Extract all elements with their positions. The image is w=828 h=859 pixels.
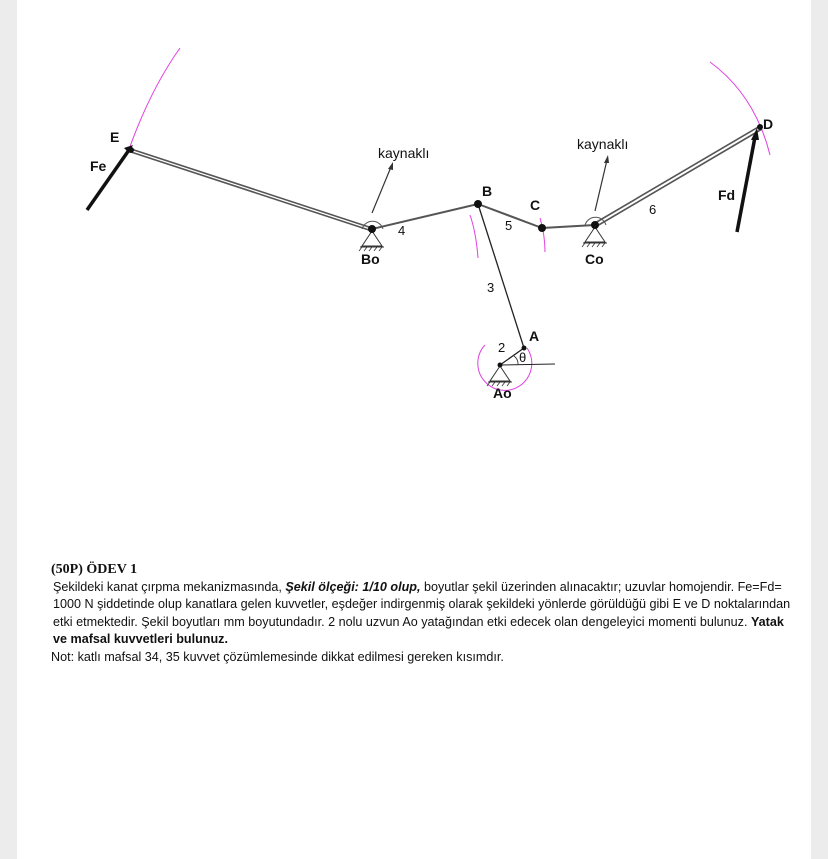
- link-3: [478, 204, 524, 348]
- label-point-ao: Ao: [493, 385, 512, 401]
- welded-arrowhead-right: [604, 155, 609, 163]
- welded-arrow-right: [595, 160, 607, 211]
- label-point-d: D: [763, 116, 774, 132]
- assignment-scale: Şekil ölçeği: 1/10 olup,: [285, 580, 421, 594]
- label-link-3: 3: [487, 280, 495, 295]
- label-point-b: B: [482, 183, 493, 199]
- reference-line: [500, 364, 555, 365]
- ground-support-ao: [487, 366, 512, 386]
- label-welded-left: kaynaklı: [378, 145, 430, 161]
- label-welded-right: kaynaklı: [577, 136, 629, 152]
- welded-arrow-left: [372, 167, 391, 213]
- assignment-task: Yatak ve mafsal kuvvetleri bulunuz.: [53, 614, 784, 647]
- label-point-a: A: [529, 328, 540, 344]
- assignment-intro: Şekildeki kanat çırpma mekanizmasında,: [53, 580, 286, 594]
- label-point-e: E: [110, 129, 120, 145]
- joint-co: [591, 221, 599, 229]
- assignment-paragraph: [51, 579, 791, 649]
- assignment-text: [51, 561, 791, 666]
- joint-b: [474, 200, 482, 208]
- assignment-heading: (50P) ÖDEV 1: [51, 562, 138, 577]
- label-link-2: 2: [498, 340, 506, 355]
- label-point-co: Co: [585, 251, 604, 267]
- label-point-c: C: [530, 197, 541, 213]
- joint-ao: [498, 363, 503, 368]
- joint-bo: [368, 225, 376, 233]
- joint-e: [128, 147, 134, 153]
- welded-arrowhead-left: [388, 162, 393, 170]
- trajectory-arc-c: [540, 218, 545, 252]
- link-co-c: [542, 225, 595, 228]
- label-link-5: 5: [505, 218, 513, 233]
- joint-c: [538, 224, 546, 232]
- label-force-fe: Fe: [90, 158, 107, 174]
- angle-arc: [514, 356, 518, 365]
- label-link-4: 4: [398, 223, 406, 238]
- label-point-bo: Bo: [361, 251, 380, 267]
- link-wing-left: [131, 149, 372, 231]
- force-fd-arrow: [737, 137, 755, 232]
- assignment-note: Not: katlı mafsal 34, 35 kuvvet çözümlemesinde dikkat edilmesi gereken kısımdır.: [51, 649, 504, 664]
- assignment-body: boyutlar şekil üzerinden alınacaktır; uzuvlar homojendir. Fe=Fd= 1000 N şiddetinde olup kanatlara gelen kuvvetler, eşdeğer indirgenmiş olarak şekildeki yönlerde görüldüğü gibi E ve D noktalarından etki etmektedir. Şekil boyutları mm boyutundadır. 2 nolu uzvun Ao yatağından etki edecek olan dengeleyici momenti bulunuz.: [53, 580, 791, 629]
- label-link-6: 6: [649, 202, 657, 217]
- label-angle-theta: θ: [519, 350, 527, 365]
- label-force-fd: Fd: [718, 187, 736, 203]
- trajectory-arc-b: [470, 215, 478, 258]
- link-4: [372, 204, 478, 229]
- trajectory-arc-e: [128, 48, 180, 152]
